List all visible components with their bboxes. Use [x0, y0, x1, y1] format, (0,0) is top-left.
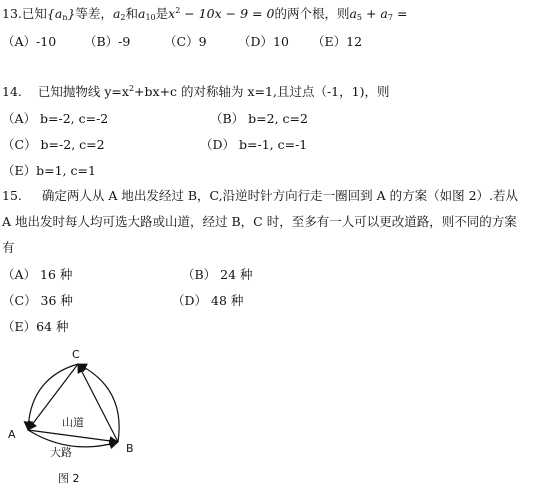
q14-stem: 14. 已知抛物线 $y=x^2+bx+c$ 的对称轴为 x=1,且过点（-1，1)，则	[2, 84, 390, 99]
figure-caption: 图 2	[58, 472, 80, 485]
q15-stem-line-1: 15. 确定两人从 A 地出发经过 B，C,沿逆时针方向行走一圈回到 A 的方案（如图 2）.若从	[2, 188, 518, 203]
main-road-label: 大路	[50, 446, 72, 459]
mountain-road-label: 山道	[62, 416, 84, 429]
q14-option-e: （E）b=1, c=1	[2, 163, 96, 178]
route-figure	[0, 344, 150, 492]
point-c-label: C	[72, 348, 80, 361]
q15-option-d: （D） 48 种	[172, 293, 244, 308]
q15-number: 15.	[2, 188, 22, 203]
q15-option-c: （C） 36 种	[2, 293, 73, 308]
q13-option-e: （E）12	[312, 34, 363, 49]
q15-option-e: （E）64 种	[2, 319, 69, 334]
point-b-label: B	[126, 442, 134, 455]
q13-stem: 13.已知$\{a_n\}$等差，$a_2$和$a_{10}$是$x^2 - 10x - 9 = 0$的两个根，则$a_5 + a_7$ =	[2, 6, 408, 22]
q13-number: 13.	[2, 6, 22, 21]
q14-option-d: （D） b=-1, c=-1	[200, 137, 308, 152]
point-a-label: A	[8, 428, 16, 441]
q14-number: 14.	[2, 84, 22, 99]
q15-stem-line-3: 有	[2, 240, 15, 255]
q15-option-a: （A） 16 种	[2, 267, 73, 282]
q13-option-c: （C）9	[164, 34, 207, 49]
q14-option-a: （A） b=-2, c=-2	[2, 111, 109, 126]
q14-option-b: （B） b=2, c=2	[210, 111, 308, 126]
q15-option-b: （B） 24 种	[182, 267, 253, 282]
q15-stem-line-2: A 地出发时每人均可选大路或山道，经过 B，C 时，至多有一人可以更改道路，则不同的方案	[2, 214, 517, 229]
main-road-a-to-b	[28, 430, 118, 442]
q13-option-d: （D）10	[238, 34, 289, 49]
main-road-b-to-c	[78, 364, 118, 442]
q14-option-c: （C） b=-2, c=2	[2, 137, 105, 152]
q13-option-a: （A）-10	[2, 34, 57, 49]
q13-option-b: （B）-9	[84, 34, 131, 49]
mountain-road-a-to-b	[28, 430, 118, 447]
